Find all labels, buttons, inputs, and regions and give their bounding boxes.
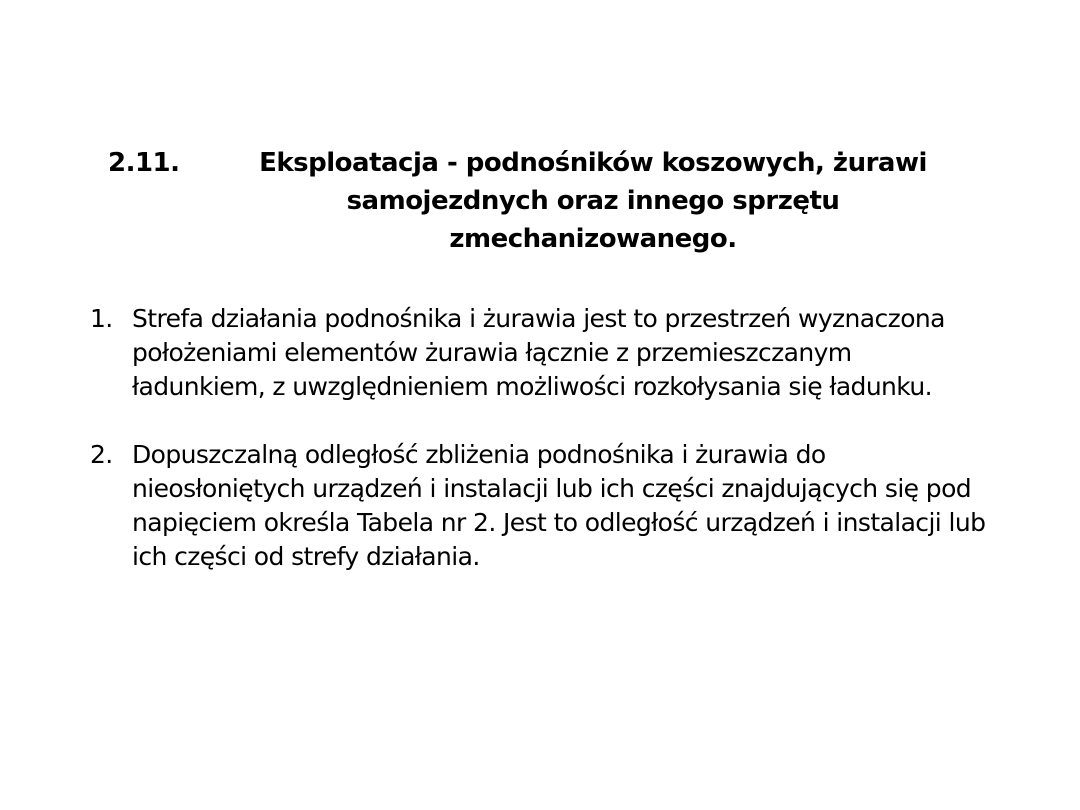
- list-item-text: Dopuszczalną odległość zbliżenia podnośnika i żurawia do nieosłoniętych urządzeń i instalacji lub ich części znajdujących się pod napięciem określa Tabela nr 2. Jest to odległość urządzeń i instalacji lub ich części od strefy działania.: [132, 440, 986, 571]
- section-number: 2.11.: [108, 148, 180, 178]
- list-item: [90, 438, 990, 574]
- list-item: [90, 302, 990, 404]
- list-item-number: 2.: [90, 440, 113, 469]
- list-item-text: Strefa działania podnośnika i żurawia jest to przestrzeń wyznaczona położeniami elementów żurawia łącznie z przemieszczanym ładunkiem, z uwzględnieniem możliwości rozkołysania się ładunku.: [132, 304, 945, 401]
- list-item-number: 1.: [90, 304, 113, 333]
- numbered-list: [90, 302, 990, 608]
- section-title: Eksploatacja - podnośników koszowych, żurawi samojezdnych oraz innego sprzętu zmechanizowanego.: [259, 148, 927, 254]
